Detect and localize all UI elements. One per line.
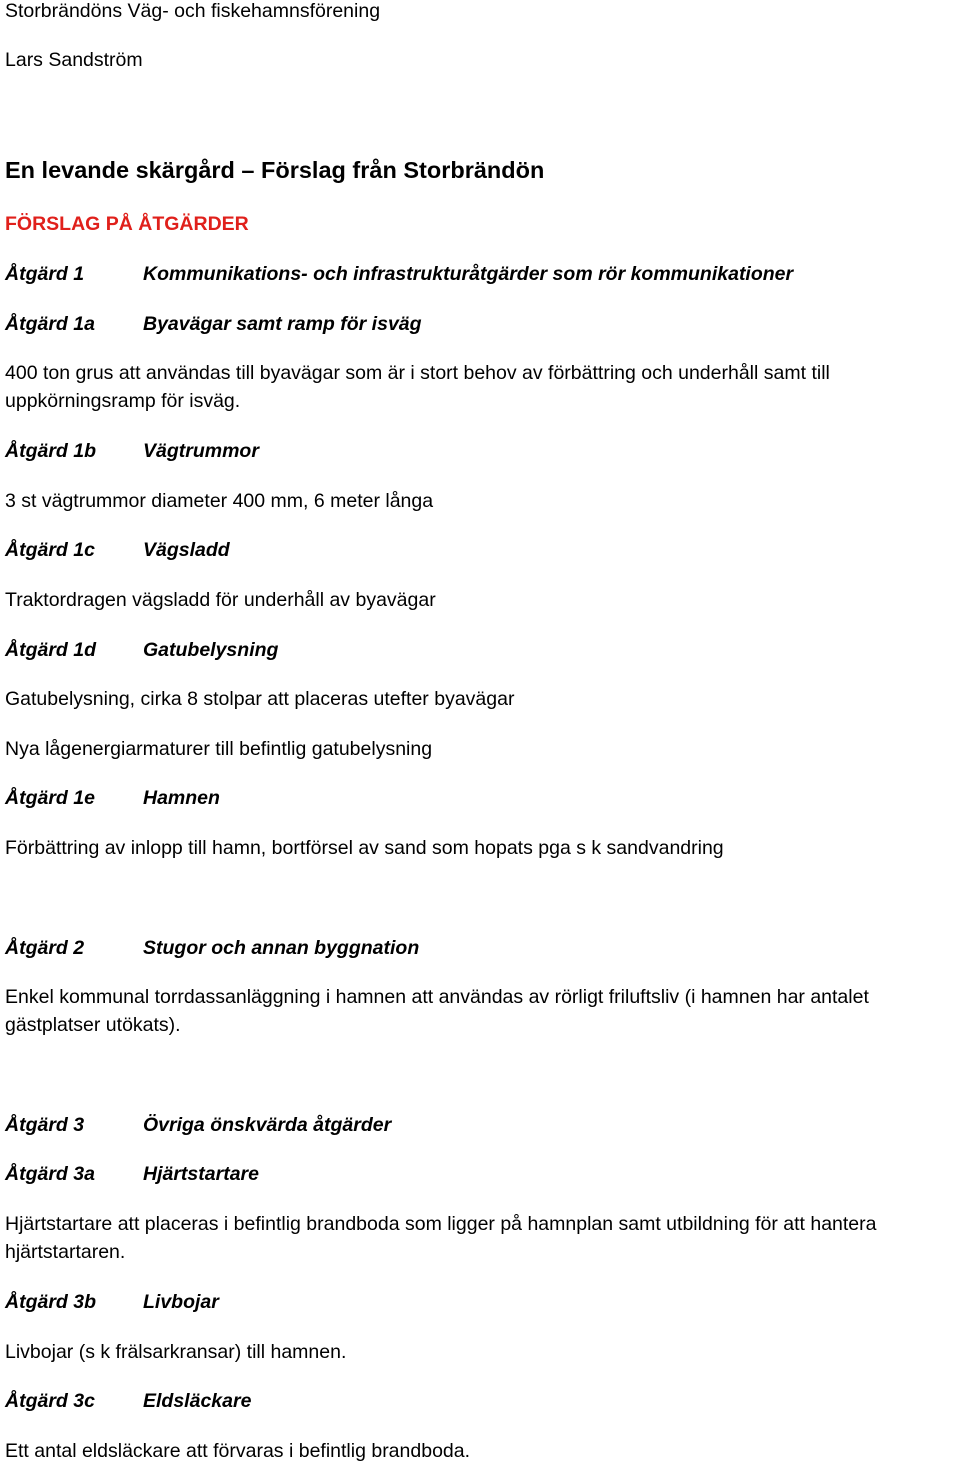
action-title: Gatubelysning <box>143 639 279 661</box>
action-title: Hjärtstartare <box>143 1163 259 1185</box>
action-description-1b: 3 st vägtrummor diameter 400 mm, 6 meter långa <box>5 490 434 512</box>
action-description-1e: Förbättring av inlopp till hamn, bortförsel av sand som hopats pga s k sandvandring <box>5 837 724 859</box>
action-description-3b: Livbojar (s k frälsarkransar) till hamnen. <box>5 1341 347 1363</box>
action-label: Åtgärd 1c <box>5 539 95 561</box>
action-description-1c: Traktordragen vägsladd för underhåll av byavägar <box>5 589 436 611</box>
action-description-1a: 400 ton grus att användas till byavägar som är i stort behov av förbättring och underhåll samt till uppkörningsramp för isväg. <box>5 362 830 412</box>
action-description-3c: Ett antal eldsläckare att förvaras i befintlig brandboda. <box>5 1440 471 1462</box>
action-label: Åtgärd 1d <box>5 639 97 661</box>
organization-name: Storbrändöns Väg- och fiskehamnsförening <box>5 0 381 22</box>
action-description-1d-line1: Gatubelysning, cirka 8 stolpar att placeras utefter byavägar <box>5 688 515 710</box>
action-label: Åtgärd 3 <box>5 1114 85 1136</box>
author-name: Lars Sandström <box>5 49 143 71</box>
action-title: Stugor och annan byggnation <box>143 937 420 959</box>
action-description-2: Enkel kommunal torrdassanläggning i hamnen att användas av rörligt friluftsliv (i hamnen har antalet gästplatser utökats). <box>5 986 869 1036</box>
action-title: Livbojar <box>143 1291 219 1313</box>
action-description-3a: Hjärtstartare att placeras i befintlig brandboda som ligger på hamnplan samt utbildning för att hantera hjärtstartaren. <box>5 1213 877 1263</box>
action-label: Åtgärd 1b <box>5 440 97 462</box>
action-title: Eldsläckare <box>143 1390 252 1412</box>
action-label: Åtgärd 2 <box>5 937 85 959</box>
proposals-heading: FÖRSLAG PÅ ÅTGÄRDER <box>5 213 249 235</box>
action-description-1d-line2: Nya lågenergiarmaturer till befintlig gatubelysning <box>5 738 433 760</box>
action-label: Åtgärd 1e <box>5 787 95 809</box>
action-title: Kommunikations- och infrastrukturåtgärder som rör kommunikationer <box>143 263 794 285</box>
document-title: En levande skärgård – Förslag från Storbrändön <box>5 157 545 183</box>
action-title: Vägtrummor <box>143 440 259 462</box>
action-label: Åtgärd 1a <box>5 313 95 335</box>
action-label: Åtgärd 3a <box>5 1163 95 1185</box>
action-label: Åtgärd 3b <box>5 1291 97 1313</box>
action-label: Åtgärd 3c <box>5 1390 95 1412</box>
action-title: Hamnen <box>143 787 220 809</box>
action-title: Övriga önskvärda åtgärder <box>143 1114 392 1136</box>
action-title: Byavägar samt ramp för isväg <box>143 313 422 335</box>
action-label: Åtgärd 1 <box>5 263 85 285</box>
action-title: Vägsladd <box>143 539 230 561</box>
